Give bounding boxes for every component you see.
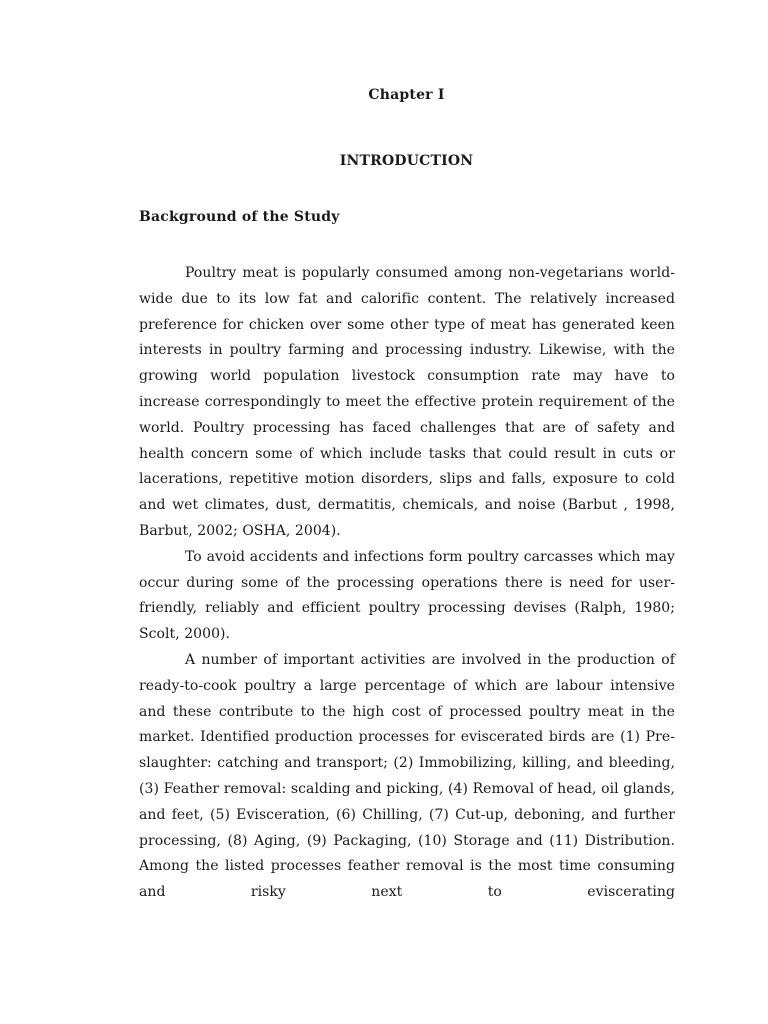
body-text xyxy=(139,261,675,906)
chapter-label: Chapter I xyxy=(368,87,445,103)
chapter-title: INTRODUCTION xyxy=(339,153,474,169)
section-heading: Background of the Study xyxy=(139,209,340,225)
paragraph: To avoid accidents and infections form poultry carcasses which may occur during some of the processing operations there is need for user-friendly, reliably and efficient poultry processing devises (Ralph, 1980; Scolt, 2000). xyxy=(139,548,675,643)
paragraph: A number of important activities are involved in the production of ready-to-cook poultry a large percentage of which are labour intensive and these contribute to the high cost of processed poultry meat in the market. Identified production processes for eviscerated birds are (1) Pre-slaughter: catching and transport; (2) Immobilizing, killing, and bleeding, (3) Feather removal: scalding and picking, (4) Removal of head, oil glands, and feet, (5) Evisceration, (6) Chilling, (7) Cut-up, deboning, and further processing, (8) Aging, (9) Packaging, (10) Storage and (11) Distribution. Among the listed processes feather removal is the most time consuming and risky next to eviscerating xyxy=(139,651,675,901)
paragraph: Poultry meat is popularly consumed among non-vegetarians world-wide due to its low fat and calorific content. The relatively increased preference for chicken over some other type of meat has generated keen interests in poultry farming and processing industry. Likewise, with the growing world population livestock consumption rate may have to increase correspondingly to meet the effective protein requirement of the world. Poultry processing has faced challenges that are of safety and health concern some of which include tasks that could result in cuts or lacerations, repetitive motion disorders, slips and falls, exposure to cold and wet climates, dust, dermatitis, chemicals, and noise (Barbut , 1998, Barbut, 2002; OSHA, 2004). xyxy=(139,265,675,539)
